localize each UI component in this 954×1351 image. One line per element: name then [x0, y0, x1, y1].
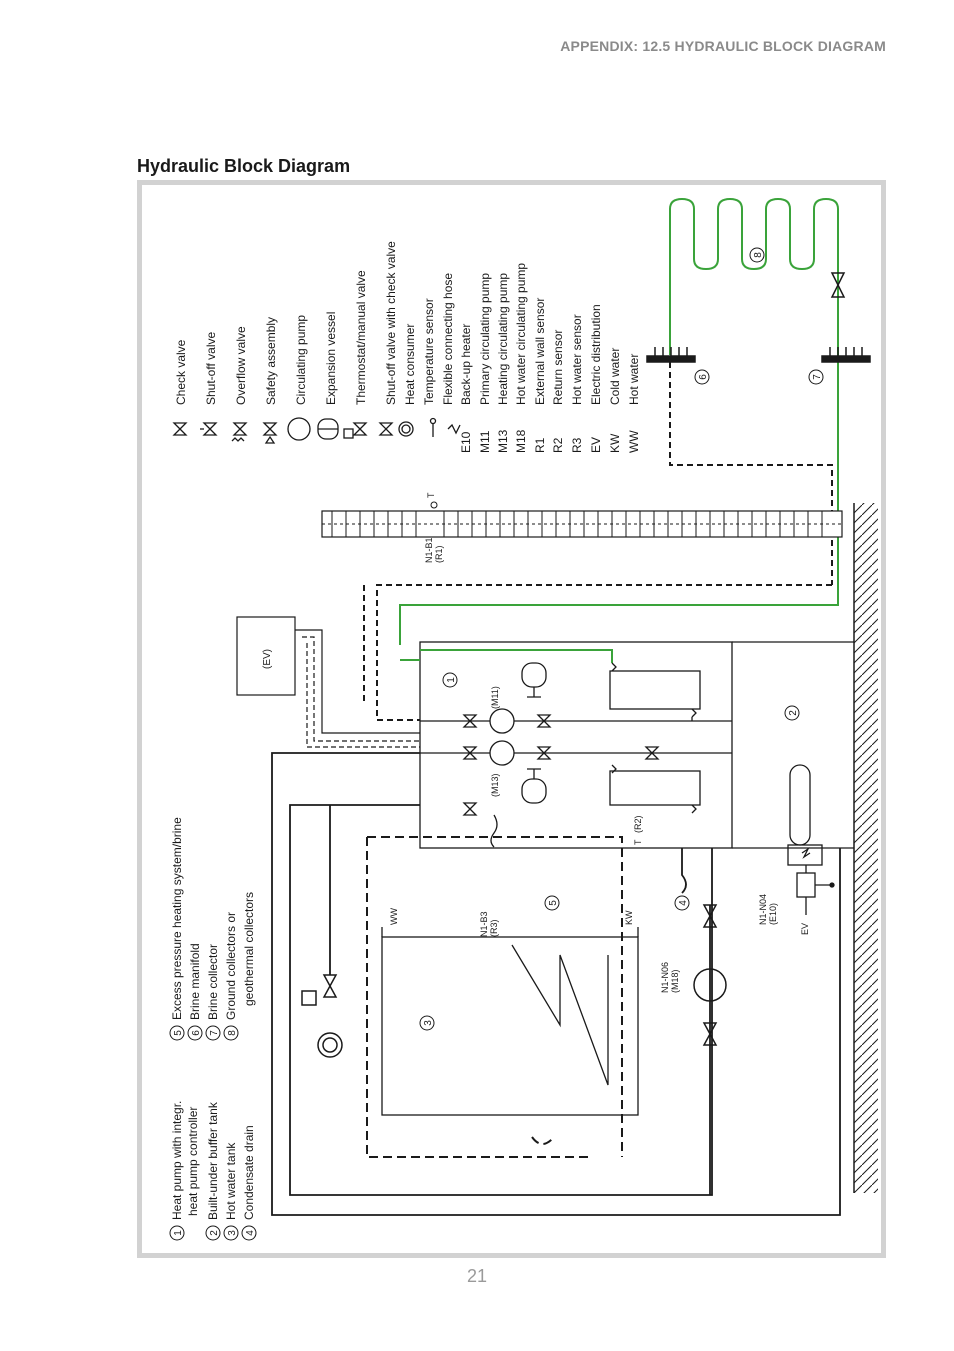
code-m13: M13: [496, 429, 510, 453]
legend-label-1a: Heat pump with integr.: [170, 1100, 184, 1220]
legend-circulating-pump: Circulating pump: [294, 314, 308, 405]
code-e10-label: Back-up heater: [459, 323, 473, 405]
legend-expansion-vessel: Expansion vessel: [324, 311, 338, 405]
m18-sub: (M18): [670, 969, 680, 993]
r1-sensor-icon: [431, 502, 437, 508]
code-r2-label: Return sensor: [551, 329, 565, 405]
page-title: Hydraulic Block Diagram: [137, 156, 351, 176]
code-m11: M11: [478, 430, 492, 453]
legend-label-5: Excess pressure heating system/brine: [170, 817, 184, 1020]
callout-6-num: 6: [698, 374, 709, 380]
legend-num-1: 1: [173, 1230, 184, 1236]
legend-num-6: 6: [191, 1030, 202, 1036]
legend-label-6: Brine manifold: [188, 943, 202, 1020]
code-kw: KW: [608, 433, 622, 453]
legend-label-2: Built-under buffer tank: [206, 1102, 220, 1220]
shut-off-check-valve-icon: [380, 423, 392, 435]
code-r3: R3: [570, 437, 584, 453]
wall-insulation: [322, 502, 842, 537]
check-valve-icon: [174, 423, 186, 435]
e10-sub: (E10): [768, 902, 778, 925]
code-ww: WW: [627, 430, 641, 453]
r3-sub: (R3): [489, 919, 499, 937]
ground-hatch: [854, 503, 878, 1193]
running-header: APPENDIX: 12.5 HYDRAULIC BLOCK DIAGRAM: [560, 38, 886, 54]
code-r2: R2: [551, 437, 565, 453]
legend-num-7: 7: [209, 1030, 220, 1036]
ground-collectors: [400, 199, 838, 645]
expansion-vessel-icon: [318, 419, 338, 439]
callout-2-num: 2: [788, 710, 799, 716]
code-kw-label: Cold water: [608, 347, 622, 405]
e10-tag: N1-N04: [758, 893, 768, 925]
callout-8-num: 8: [753, 252, 764, 258]
r2-t-label: T: [633, 839, 643, 845]
r3-tag: N1-B3: [479, 911, 489, 937]
legend-symbols: [174, 418, 460, 443]
code-legend: [459, 263, 641, 453]
r1-t-label: T: [426, 492, 436, 498]
legend-heat-consumer: Heat consumer: [403, 323, 417, 405]
domestic-water-dashed: [367, 837, 622, 1157]
legend-num-8: 8: [227, 1030, 238, 1036]
legend-label-7: Brine collector: [206, 943, 220, 1020]
code-m13-label: Heating circulating pump: [496, 272, 510, 405]
callout-1-num: 1: [446, 677, 457, 683]
overflow-valve-icon: [232, 423, 246, 441]
ev-label: EV: [800, 922, 810, 935]
code-r1-label: External wall sensor: [533, 297, 547, 405]
callout-7-num: 7: [812, 374, 823, 380]
diagram-frame: [137, 180, 886, 1258]
legend-thermostat-valve: Thermostat/manual valve: [354, 270, 368, 405]
legend-label-3: Hot water tank: [224, 1142, 238, 1220]
code-r3-label: Hot water sensor: [570, 314, 584, 405]
ww-label: WW: [389, 908, 399, 925]
heat-consumer-icon: [399, 422, 413, 436]
code-ww-label: Hot water: [627, 353, 641, 405]
code-m11-label: Primary circulating pump: [478, 272, 492, 405]
legend-label-8a: Ground collectors or: [224, 911, 238, 1020]
callout-4-num: 4: [678, 900, 689, 906]
heat-pump-unit: [420, 642, 732, 848]
code-m18: M18: [514, 429, 528, 453]
brine-manifolds: [647, 273, 870, 362]
legend-shut-off-check-valve: Shut-off valve with check valve: [384, 241, 398, 405]
code-ev-label: Electric distribution: [589, 304, 603, 405]
page-number: 21: [466, 1266, 488, 1286]
legend-overflow-valve: Overflow valve: [234, 326, 248, 405]
legend-num-5: 5: [173, 1030, 184, 1036]
m13-label: (M13): [490, 773, 500, 797]
ev-box-label: (EV): [262, 649, 273, 669]
legend-label-1b: heat pump controller: [186, 1106, 200, 1216]
legend-check-valve: Check valve: [174, 339, 188, 405]
r2-label: (R2): [633, 815, 643, 833]
ev-cable: [295, 630, 420, 747]
symbol-legend: [174, 241, 455, 405]
r1-tag: N1-B1: [424, 537, 434, 563]
code-r1: R1: [533, 437, 547, 453]
buffer-tank-heater: [788, 765, 834, 915]
temperature-sensor-icon: [431, 419, 436, 438]
legend-num-3: 3: [227, 1230, 238, 1236]
m18-tag: N1-N06: [660, 961, 670, 993]
legend-num-2: 2: [209, 1230, 220, 1236]
shut-off-valve-icon: [200, 423, 216, 435]
legend-flexible-hose: Flexible connecting hose: [441, 272, 455, 405]
hydraulic-block-diagram: [142, 185, 881, 1253]
legend-shut-off-valve: Shut-off valve: [204, 331, 218, 405]
r1-sub: (R1): [434, 545, 444, 563]
legend-num-4: 4: [245, 1230, 256, 1236]
m11-label: (M11): [490, 686, 500, 709]
code-ev: EV: [589, 436, 603, 453]
legend-label-8b: geothermal collectors: [242, 891, 256, 1006]
kw-label: KW: [624, 910, 634, 925]
legend-safety-assembly: Safety assembly: [264, 316, 278, 405]
safety-assembly-icon: [264, 423, 276, 443]
component-legend: [170, 817, 256, 1240]
thermostat-valve-icon: [344, 423, 366, 438]
code-m18-label: Hot water circulating pump: [514, 262, 528, 405]
legend-label-4: Condensate drain: [242, 1125, 256, 1220]
callout-5-num: 5: [548, 900, 559, 906]
code-e10: E10: [459, 431, 473, 453]
legend-temperature-sensor: Temperature sensor: [422, 298, 436, 405]
callout-3-num: 3: [423, 1020, 434, 1026]
circulating-pump-icon: [288, 418, 310, 440]
